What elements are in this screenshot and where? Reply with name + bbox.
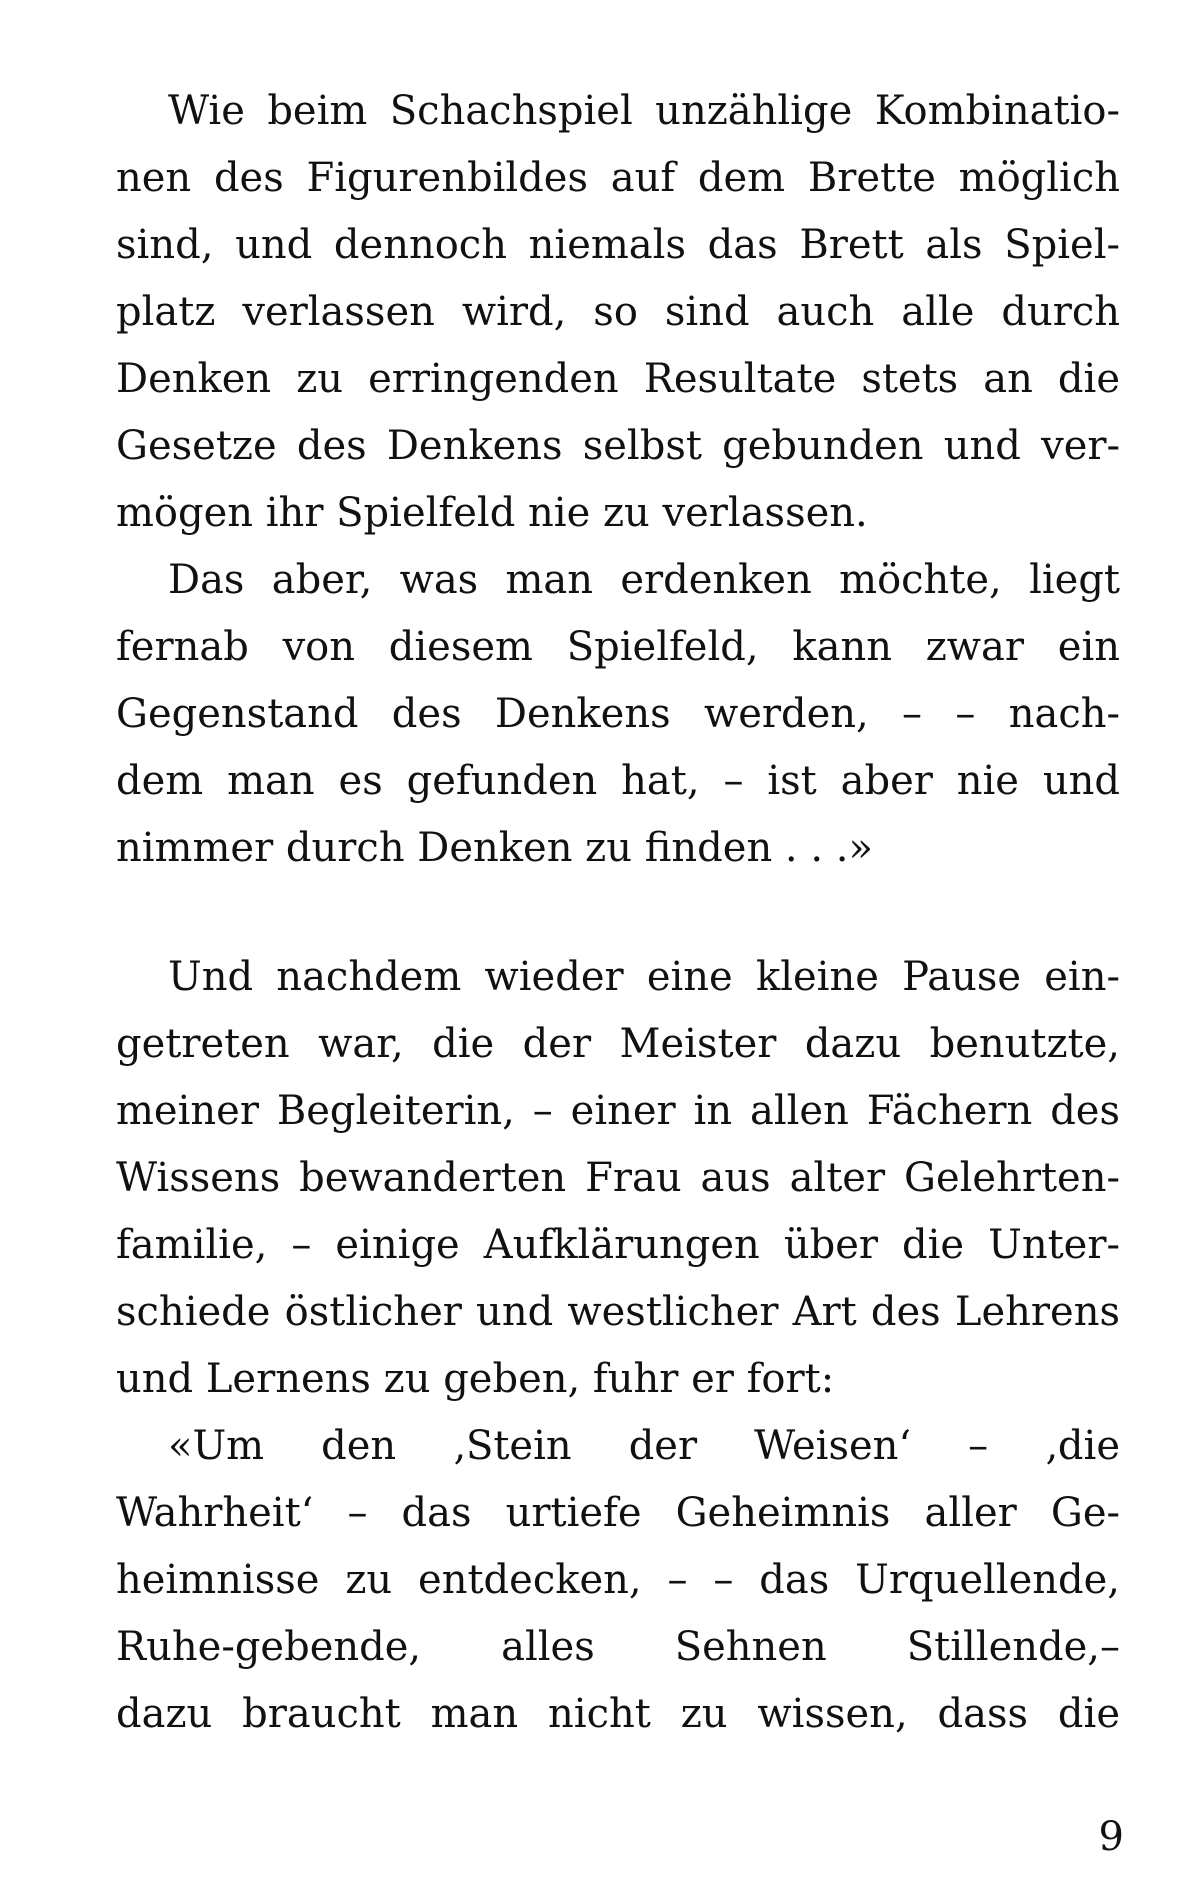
text-line: nimmer durch Denken zu finden . . .»: [116, 825, 873, 871]
text-line: platz verlassen wird, so sind auch alle durch: [116, 289, 1120, 335]
text-line: Denken zu erringenden Resultate stets an die: [116, 356, 1120, 402]
page-number: 9: [1098, 1814, 1124, 1860]
text-line: heimnisse zu entdecken, – – das Urquellende,: [116, 1557, 1120, 1603]
text-line: sind, und dennoch niemals das Brett als Spiel-: [116, 222, 1120, 268]
text-line: Ruhe-gebende, alles Sehnen Stillende,–: [116, 1624, 1120, 1670]
text-line: und Lernens zu geben, fuhr er fort:: [116, 1356, 835, 1402]
text-line: Das aber, was man erdenken möchte, liegt: [168, 557, 1120, 603]
text-line: mögen ihr Spielfeld nie zu verlassen.: [116, 490, 868, 536]
text-line: Wahrheit‘ – das urtiefe Geheimnis aller Ge-: [116, 1490, 1120, 1536]
text-line: schiede östlicher und westlicher Art des Lehrens: [116, 1289, 1120, 1335]
text-line: nen des Figurenbildes auf dem Brette möglich: [116, 155, 1120, 201]
paragraph-chess-analogy: [116, 78, 1120, 547]
text-line: Und nachdem wieder eine kleine Pause ein-: [168, 954, 1120, 1000]
paragraph-thinking: [116, 547, 1120, 882]
paragraph-pause: [116, 944, 1120, 1413]
text-line: familie, – einige Aufklärungen über die Unter-: [116, 1222, 1120, 1268]
text-line: getreten war, die der Meister dazu benutzte,: [116, 1021, 1120, 1067]
text-line: Gesetze des Denkens selbst gebunden und ver-: [116, 423, 1120, 469]
text-line: Wie beim Schachspiel unzählige Kombinatio-: [168, 88, 1120, 134]
text-line: «Um den ‚Stein der Weisen‘ – ‚die: [168, 1423, 1120, 1469]
text-line: dem man es gefunden hat, – ist aber nie und: [116, 758, 1120, 804]
text-line: dazu braucht man nicht zu wissen, dass die: [116, 1691, 1120, 1737]
paragraph-stone-of-wisdom: [116, 1413, 1120, 1748]
text-line: fernab von diesem Spielfeld, kann zwar ein: [116, 624, 1120, 670]
text-line: Wissens bewanderten Frau aus alter Gelehrten-: [116, 1155, 1120, 1201]
text-line: meiner Begleiterin, – einer in allen Fächern des: [116, 1088, 1120, 1134]
text-line: Gegenstand des Denkens werden, – – nach-: [116, 691, 1120, 737]
